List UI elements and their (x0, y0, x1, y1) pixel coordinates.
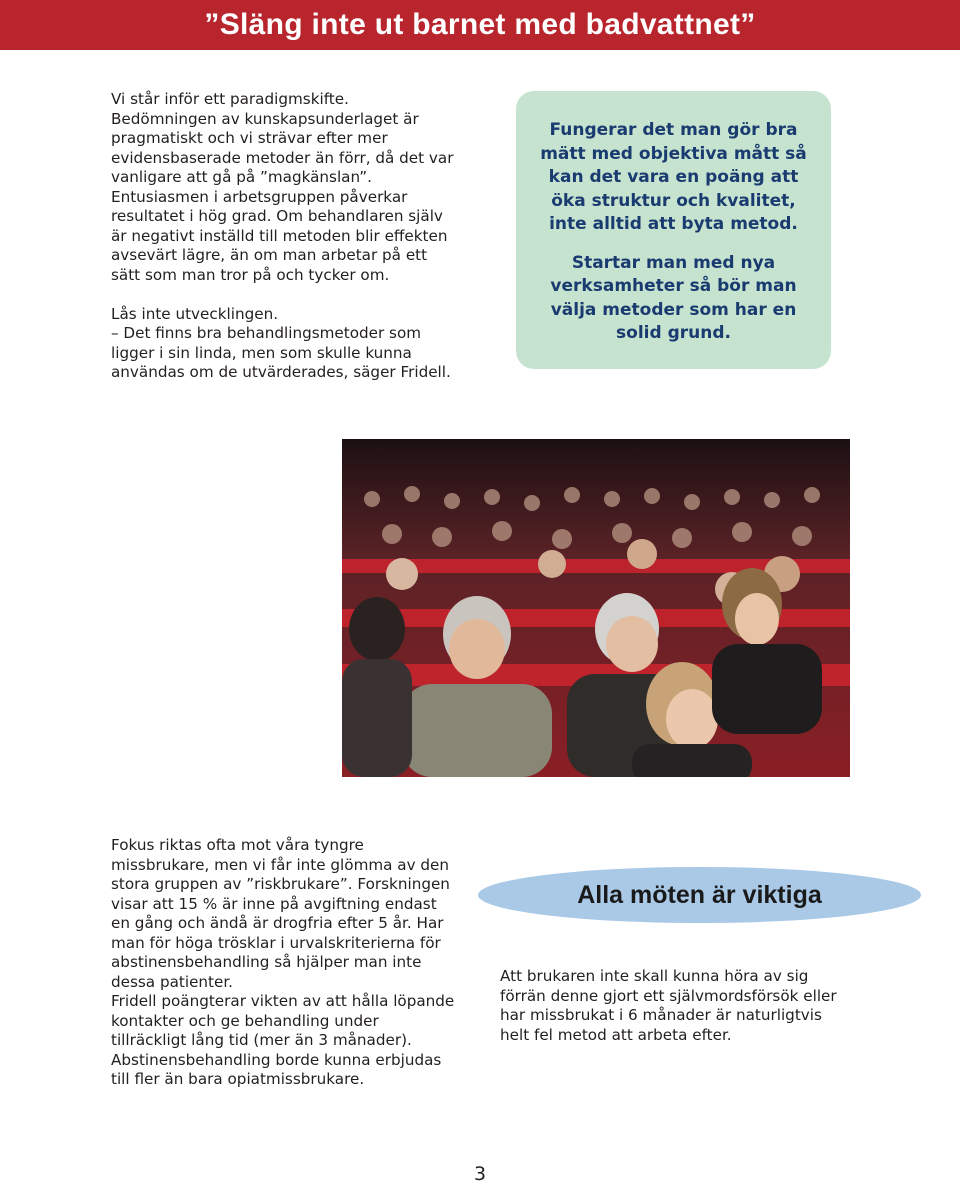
bottom-left-paragraph-2: Fridell poängterar vikten av att hålla löpande kontakter och ge behandling under tillräckligt lång tid (mer än 3 månader). Abstinensbehandling borde kunna erbjudas till fler än bara opiatmissbrukare. (111, 992, 455, 1088)
article-title: ”Släng inte ut barnet med badvattnet” (204, 8, 756, 41)
title-banner (0, 0, 960, 50)
intro-quote-paragraph: – Det finns bra behandlingsmetoder som ligger i sin linda, men som skulle kunna användas om de utvärderades, säger Fridell. (111, 324, 451, 381)
intro-subheading: Lås inte utvecklingen. (111, 304, 279, 323)
callout-paragraph-2: Startar man med nya verksamheter så bör man välja metoder som har en solid grund. (550, 252, 797, 343)
bottom-right-paragraph: Att brukaren inte skall kunna höra av sig förrän denne gjort ett självmordsförsök eller har missbrukat i 6 månader är naturligtvis helt fel metod att arbeta efter. (500, 967, 837, 1044)
page-number: 3 (473, 1163, 487, 1185)
intro-paragraph: Vi står inför ett paradigmskifte. Bedömningen av kunskapsunderlaget är pragmatiskt och vi strävar efter mer evidensbaserade metoder än förr, då det var vanligare att gå på ”magkänslan”. Entusiasmen i arbetsgruppen påverkar resultatet i hög grad. Om behandlaren själv är negativt inställd till metoden blir effekten avsevärt lägre, än om man arbetar på ett sätt som man tror på och tycker om. (111, 90, 454, 284)
intro-column (111, 90, 456, 383)
bottom-left-paragraph-1: Fokus riktas ofta mot våra tyngre missbrukare, men vi får inte glömma av den stora gruppen av ”riskbrukare”. Forskningen visar att 15 % är inne på avgiftning endast en gång och ändå är drogfria efter 5 år. Har man för höga trösklar i urvalskriterierna för abstinensbehandling så hjälper man inte dessa patienter. (111, 836, 450, 991)
bottom-right-column (500, 967, 845, 1045)
audience-photo (342, 439, 850, 777)
bottom-left-column (111, 836, 456, 1090)
section-heading-pill (478, 867, 921, 923)
audience-photo-illustration (342, 439, 850, 777)
callout-paragraph-1: Fungerar det man gör bra mätt med objektiva mått så kan det vara en poäng att öka struktur och kvalitet, inte alltid att byta metod. (540, 120, 807, 234)
section-heading: Alla möten är viktiga (577, 880, 822, 909)
callout-box (516, 91, 831, 369)
